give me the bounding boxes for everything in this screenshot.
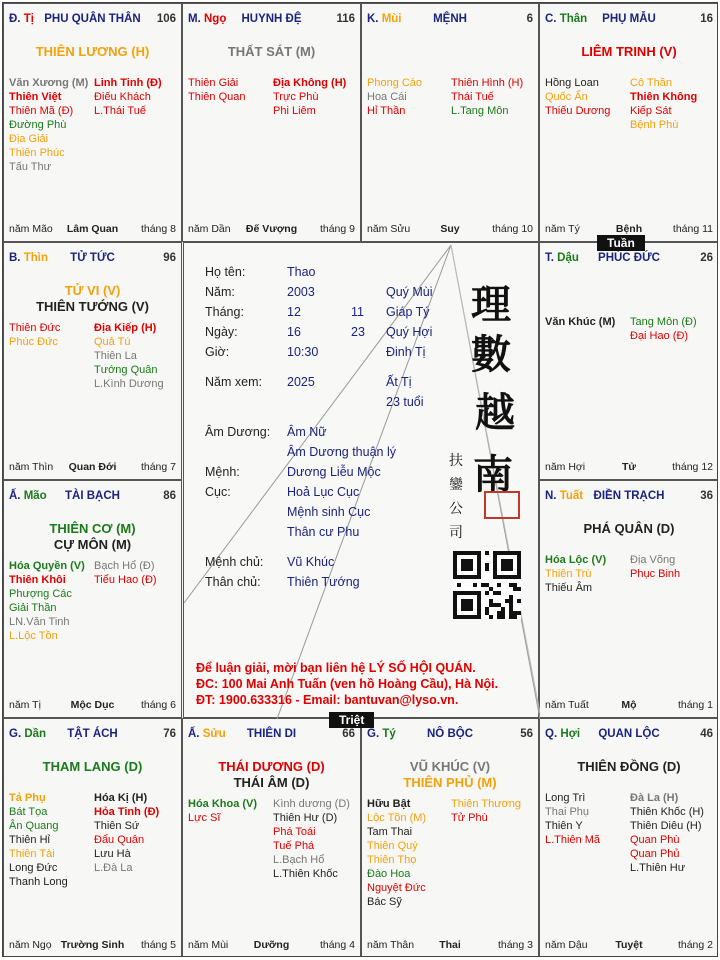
minor-star: Thiên Giải xyxy=(188,77,239,89)
star-column xyxy=(630,791,704,875)
palace-number: 86 xyxy=(163,490,176,502)
branch-prefix: Q. xyxy=(545,728,561,740)
logo-side-2: 鑾 xyxy=(449,477,463,493)
palace-cell[interactable] xyxy=(182,718,361,957)
palace-number: 36 xyxy=(700,490,713,502)
minor-star: Hữu Bật xyxy=(367,798,411,810)
palace-number: 16 xyxy=(700,13,713,25)
qr-code-icon[interactable] xyxy=(453,551,521,619)
minor-star: Địa Không (H) xyxy=(273,77,347,89)
year-value: 2003 xyxy=(287,285,315,299)
year-canchi: Quý Mùi xyxy=(386,285,433,299)
hour-canchi: Đinh Tị xyxy=(386,345,426,359)
minor-star: Tiểu Hao (Đ) xyxy=(94,574,157,586)
palace-cell[interactable] xyxy=(3,242,182,480)
palace-cell[interactable] xyxy=(539,242,718,480)
minor-star: Tướng Quân xyxy=(94,364,158,376)
star-column xyxy=(94,76,162,118)
cuc-label: Cục: xyxy=(205,485,231,499)
branch-name: Mão xyxy=(23,490,47,502)
branch-prefix: G. xyxy=(367,728,383,740)
logo-char-3: 越 xyxy=(475,389,515,436)
age-value: 23 tuổi xyxy=(386,395,424,409)
cell-footer xyxy=(545,939,713,953)
minor-star: Thiên Trù xyxy=(545,568,592,580)
minor-star: Nguyệt Đức xyxy=(367,882,426,894)
palace-name: PHÚC ĐỨC xyxy=(598,252,660,264)
branch-prefix: Ấ. xyxy=(9,490,24,502)
star-column xyxy=(545,791,600,847)
main-star: THẤT SÁT (M) xyxy=(227,44,316,59)
minor-star: Hóa Kị (H) xyxy=(94,792,148,804)
cell-year: năm Tị xyxy=(9,699,41,711)
branch-name: Thân xyxy=(559,13,588,25)
minor-star: Phi Liêm xyxy=(273,105,316,117)
than-chu-value: Thiên Tướng xyxy=(287,575,360,589)
branch-prefix: T. xyxy=(545,252,558,264)
star-column xyxy=(9,321,60,349)
minor-star: Thiên Không xyxy=(630,91,698,103)
star-column xyxy=(451,797,521,825)
minor-star: Địa Kiếp (H) xyxy=(94,322,157,334)
cell-year: năm Hợi xyxy=(545,461,586,473)
palace-name: TÀI BẠCH xyxy=(65,490,120,502)
hour-value: 10:30 xyxy=(287,345,319,359)
minor-star: Phục Binh xyxy=(630,568,681,580)
minor-star: Bệnh Phù xyxy=(630,119,679,131)
branch-name: Tý xyxy=(382,728,396,740)
cell-month: tháng 5 xyxy=(140,939,176,951)
menh-chu-label: Mệnh chủ: xyxy=(205,555,264,569)
cell-stage: Tuyệt xyxy=(615,939,643,951)
minor-star: Thiên Thương xyxy=(451,798,522,810)
minor-star: Tuế Phá xyxy=(273,840,315,852)
cell-month: tháng 3 xyxy=(497,939,533,951)
palace-number: 26 xyxy=(700,252,713,264)
minor-star: L.Tang Môn xyxy=(451,105,509,117)
cell-month: tháng 4 xyxy=(319,939,355,951)
branch-prefix: M. xyxy=(188,13,204,25)
palace-name: TỬ TỨC xyxy=(70,252,115,264)
main-star: THIÊN ĐỒNG (D) xyxy=(577,759,681,774)
cell-stage: Quan Đới xyxy=(68,461,117,473)
palace-number: 66 xyxy=(342,728,355,740)
minor-star: Thiên Diêu (H) xyxy=(630,820,702,832)
cell-footer xyxy=(188,939,355,953)
palace-number: 106 xyxy=(156,13,176,25)
minor-star: Thiên Quý xyxy=(367,840,418,852)
logo-char-1: 理 xyxy=(471,281,511,328)
logo-side-3: 公 xyxy=(449,501,463,517)
month-value: 12 xyxy=(287,305,301,319)
minor-star: Bát Tọa xyxy=(9,806,48,818)
minor-star: Phúc Đức xyxy=(9,336,58,348)
minor-star: Kình dương (D) xyxy=(273,798,350,810)
horoscope-board xyxy=(2,2,718,957)
palace-name: HUYNH ĐỆ xyxy=(241,13,302,25)
view-year-canchi: Ất Tị xyxy=(386,375,412,389)
minor-star: Quan Phù xyxy=(630,834,680,846)
logo-side-1: 扶 xyxy=(449,453,463,469)
main-star: LIÊM TRINH (V) xyxy=(581,44,677,59)
minor-star: Tấu Thư xyxy=(9,161,52,173)
main-star: THAM LANG (D) xyxy=(42,759,143,774)
cell-header xyxy=(9,728,176,744)
cuc-relation: Mệnh sinh Cục xyxy=(287,505,371,519)
star-column xyxy=(367,76,422,118)
minor-star: Đẩu Quân xyxy=(94,834,145,846)
cell-year: năm Mão xyxy=(9,223,53,235)
minor-star: Long Trì xyxy=(545,792,586,804)
logo-char-2: 數 xyxy=(471,331,511,378)
view-year-label: Năm xem: xyxy=(205,375,262,389)
day-value: 16 xyxy=(287,325,301,339)
minor-star: Thai Phụ xyxy=(545,806,590,818)
palace-name: THIÊN DI xyxy=(246,728,297,740)
palace-cell[interactable] xyxy=(3,3,182,242)
minor-star: Thiên Tài xyxy=(9,848,55,860)
minor-star: L.Đà La xyxy=(94,862,133,874)
cell-footer xyxy=(9,699,176,713)
day-label: Ngày: xyxy=(205,325,238,339)
minor-star: Lưu Hà xyxy=(94,848,131,860)
main-star: PHÁ QUÂN (D) xyxy=(583,521,675,536)
amduong-value: Âm Nữ xyxy=(287,425,327,439)
contact-line-1: Để luận giải, mời bạn liên hệ LÝ SỐ HỘI QUÁN. xyxy=(196,661,476,675)
branch-prefix: Ấ. xyxy=(188,728,203,740)
cell-month: tháng 6 xyxy=(140,699,176,711)
contact-line-2: ĐC: 100 Mai Anh Tuấn (ven hồ Hoàng Cầu), Hà Nội. xyxy=(196,677,499,691)
minor-star: Thiên Đức xyxy=(9,322,61,334)
minor-star: Hóa Quyền (V) xyxy=(9,560,85,572)
palace-cell[interactable] xyxy=(182,3,361,242)
cell-footer xyxy=(367,223,533,237)
minor-star: Địa Võng xyxy=(630,554,676,566)
minor-star: Linh Tinh (Đ) xyxy=(94,77,162,89)
cell-month: tháng 12 xyxy=(672,461,713,473)
cell-footer xyxy=(545,699,713,713)
palace-name: MỆNH xyxy=(433,13,467,25)
cell-stage: Đế Vượng xyxy=(245,223,298,235)
minor-star: Thiên Sứ xyxy=(94,820,140,832)
minor-star: Ân Quang xyxy=(9,820,59,832)
minor-star: L.Thái Tuế xyxy=(94,105,146,117)
palace-name: ĐIỀN TRẠCH xyxy=(593,490,665,502)
minor-star: Đường Phù xyxy=(9,119,67,131)
cell-header xyxy=(9,252,176,268)
minor-star: L.Thiên Khốc xyxy=(273,868,338,880)
year-label: Năm: xyxy=(205,285,235,299)
menh-chu-value: Vũ Khúc xyxy=(287,555,335,569)
cell-year: năm Tý xyxy=(545,223,580,235)
minor-star: Lộc Tồn (M) xyxy=(367,812,427,824)
cell-stage: Mộ xyxy=(621,699,637,711)
palace-number: 6 xyxy=(526,13,533,25)
cell-footer xyxy=(188,223,355,237)
month-label: Tháng: xyxy=(205,305,244,319)
palace-name: QUAN LỘC xyxy=(598,728,660,740)
cell-stage: Mộc Dục xyxy=(70,699,115,711)
menh-label: Mệnh: xyxy=(205,465,240,479)
palace-number: 46 xyxy=(700,728,713,740)
cell-header xyxy=(545,728,713,744)
minor-star: Quan Phủ xyxy=(630,848,680,860)
minor-star: Thiên Thọ xyxy=(367,854,417,866)
cell-month: tháng 10 xyxy=(492,223,533,235)
branch-prefix: N. xyxy=(545,490,560,502)
minor-star: Tam Thai xyxy=(367,826,413,838)
branch-prefix: C. xyxy=(545,13,560,25)
branch-prefix: Đ. xyxy=(9,13,24,25)
cell-header xyxy=(188,728,355,744)
palace-cell[interactable] xyxy=(539,718,718,957)
minor-star: Thiên Quan xyxy=(188,91,246,103)
minor-star: Thiên Việt xyxy=(9,91,62,103)
star-column xyxy=(451,76,523,118)
cell-footer xyxy=(9,461,176,475)
main-star: THIÊN PHỦ (M) xyxy=(403,775,497,790)
minor-star: Thiên Khôi xyxy=(9,574,66,586)
cell-month: tháng 9 xyxy=(319,223,355,235)
cell-footer xyxy=(367,939,533,953)
minor-star: L.Thiên Hư xyxy=(630,862,686,874)
minor-star: Thiên La xyxy=(94,350,137,362)
star-column xyxy=(188,76,245,104)
cell-month: tháng 8 xyxy=(140,223,176,235)
main-star: THIÊN LƯƠNG (H) xyxy=(35,44,150,59)
main-star: VŨ KHÚC (V) xyxy=(409,759,491,774)
minor-star: Hỏa Tinh (Đ) xyxy=(94,806,160,818)
cell-header xyxy=(9,13,176,29)
star-column xyxy=(630,76,697,132)
minor-star: Thiên Phúc xyxy=(9,147,65,159)
month-lunar: 11 xyxy=(351,305,364,319)
than-chu-label: Thân chủ: xyxy=(205,575,261,589)
minor-star: Cô Thần xyxy=(630,77,672,89)
minor-star: L.Lộc Tồn xyxy=(9,630,58,642)
cell-footer xyxy=(9,223,176,237)
main-star: TỬ VI (V) xyxy=(64,283,121,298)
minor-star: Phong Cáo xyxy=(367,77,423,89)
view-year-value: 2025 xyxy=(287,375,315,389)
minor-star: L.Kình Dương xyxy=(94,378,164,390)
main-star: CỰ MÔN (M) xyxy=(53,537,132,552)
minor-star: Hoa Cái xyxy=(367,91,407,103)
main-star: THIÊN TƯỚNG (V) xyxy=(36,299,149,314)
cell-header xyxy=(545,13,713,29)
star-column xyxy=(545,553,606,595)
palace-cell[interactable] xyxy=(361,718,539,957)
minor-star: Địa Giải xyxy=(9,133,49,145)
star-column xyxy=(630,315,697,343)
cell-month: tháng 11 xyxy=(672,223,713,235)
palace-number: 56 xyxy=(520,728,533,740)
minor-star: Văn Xương (M) xyxy=(9,77,89,89)
minor-star: L.Bạch Hổ xyxy=(273,854,325,866)
triet-tag: Triệt xyxy=(329,712,374,728)
minor-star: Đà La (H) xyxy=(630,792,679,804)
minor-star: Điếu Khách xyxy=(94,91,151,103)
minor-star: Thiếu Âm xyxy=(545,582,593,594)
cell-stage: Dưỡng xyxy=(253,939,290,951)
main-star: THÁI DƯƠNG (D) xyxy=(218,759,325,774)
minor-star: Đại Hao (Đ) xyxy=(630,330,689,342)
hour-label: Giờ: xyxy=(205,345,230,359)
minor-star: Văn Khúc (M) xyxy=(545,316,616,328)
star-column xyxy=(9,791,68,889)
minor-star: Lực Sĩ xyxy=(188,812,221,824)
cell-year: năm Dậu xyxy=(545,939,588,951)
contact-line-3: ĐT: 1900.633316 - Email: bantuvan@lyso.vn. xyxy=(196,693,459,707)
branch-name: Dần xyxy=(24,728,47,740)
branch-name: Tuất xyxy=(559,490,584,502)
minor-star: Đào Hoa xyxy=(367,868,411,880)
month-canchi: Giáp Tý xyxy=(386,305,430,319)
cell-month: tháng 1 xyxy=(677,699,713,711)
minor-star: LN.Văn Tinh xyxy=(9,616,70,628)
cell-year: năm Thìn xyxy=(9,461,54,473)
branch-name: Mùi xyxy=(381,13,402,25)
cell-year: năm Thân xyxy=(367,939,415,951)
branch-name: Sửu xyxy=(202,728,226,740)
red-seal-stamp xyxy=(484,491,520,519)
branch-name: Ngọ xyxy=(203,13,227,25)
cell-footer xyxy=(9,939,176,953)
cell-stage: Tử xyxy=(621,461,637,473)
palace-name: PHỤ MẪU xyxy=(602,13,656,25)
day-canchi: Quý Hợi xyxy=(386,325,433,339)
cell-footer xyxy=(545,461,713,475)
branch-prefix: B. xyxy=(9,252,24,264)
cell-header xyxy=(188,13,355,29)
minor-star: Tang Môn (Đ) xyxy=(630,316,697,328)
palace-name: TẬT ÁCH xyxy=(67,728,118,740)
minor-star: Hóa Khoa (V) xyxy=(188,798,258,810)
minor-star: Kiếp Sát xyxy=(630,105,672,117)
star-column xyxy=(273,76,346,118)
main-star: THIÊN CƠ (M) xyxy=(49,521,136,536)
cell-month: tháng 2 xyxy=(677,939,713,951)
branch-name: Hợi xyxy=(560,728,581,740)
star-column xyxy=(545,76,610,118)
branch-prefix: K. xyxy=(367,13,382,25)
cell-year: năm Ngọ xyxy=(9,939,52,951)
palace-cell[interactable] xyxy=(539,3,718,242)
minor-star: Trực Phù xyxy=(273,91,319,103)
logo-char-4: 南 xyxy=(473,451,513,498)
star-column xyxy=(630,553,680,581)
cell-stage: Bệnh xyxy=(615,223,643,235)
star-column xyxy=(545,315,615,329)
minor-star: Hỉ Thần xyxy=(367,105,406,117)
main-star: THÁI ÂM (D) xyxy=(233,775,310,790)
cell-year: năm Mùi xyxy=(188,939,229,951)
palace-name: NÔ BỘC xyxy=(427,728,473,740)
cell-header xyxy=(545,490,713,506)
minor-star: Phá Toái xyxy=(273,826,316,838)
cell-stage: Thai xyxy=(439,939,461,951)
day-lunar: 23 xyxy=(351,325,365,339)
palace-name: PHU QUÂN THÂN xyxy=(44,13,141,25)
palace-number: 116 xyxy=(336,13,355,25)
star-column xyxy=(9,559,85,643)
minor-star: Thiên Y xyxy=(545,820,583,832)
star-column xyxy=(367,797,426,909)
cuc-value: Hoả Lục Cục xyxy=(287,485,360,499)
cell-stage: Suy xyxy=(440,223,460,235)
palace-cell[interactable] xyxy=(3,718,182,957)
star-column xyxy=(94,791,159,875)
minor-star: Long Đức xyxy=(9,862,58,874)
palace-cell[interactable] xyxy=(539,480,718,718)
name-value: Thao xyxy=(287,265,316,279)
minor-star: Thanh Long xyxy=(9,876,68,888)
minor-star: Tả Phụ xyxy=(9,792,46,804)
star-column xyxy=(94,321,164,391)
minor-star: Hóa Lộc (V) xyxy=(545,554,607,566)
minor-star: Thiên Mã (Đ) xyxy=(9,105,74,117)
branch-prefix: G. xyxy=(9,728,25,740)
cell-header xyxy=(545,252,713,268)
palace-number: 76 xyxy=(163,728,176,740)
star-column xyxy=(94,559,157,587)
minor-star: Thái Tuế xyxy=(451,91,494,103)
than-cu: Thân cư Phu xyxy=(287,525,360,539)
star-column xyxy=(273,797,350,881)
cell-header xyxy=(367,728,533,744)
minor-star: Tử Phù xyxy=(451,812,488,824)
cell-year: năm Tuất xyxy=(545,699,589,711)
cell-stage: Trường Sinh xyxy=(60,939,125,951)
minor-star: Quốc Ấn xyxy=(545,91,588,103)
cell-header xyxy=(9,490,176,506)
branch-name: Dậu xyxy=(557,252,579,264)
cell-month: tháng 7 xyxy=(140,461,176,473)
palace-number: 96 xyxy=(163,252,176,264)
amduong-label: Âm Dương: xyxy=(205,425,271,439)
branch-name: Tị xyxy=(23,13,34,25)
minor-star: Phượng Các xyxy=(9,588,72,600)
minor-star: Thiên Khốc (H) xyxy=(630,806,704,818)
palace-cell[interactable] xyxy=(3,480,182,718)
minor-star: Hồng Loan xyxy=(545,77,599,89)
minor-star: Thiên Hỉ xyxy=(9,834,50,846)
minor-star: Thiên Hư (D) xyxy=(273,812,338,824)
palace-cell[interactable] xyxy=(361,3,539,242)
amduong-relation: Âm Dương thuận lý xyxy=(287,445,396,459)
star-column xyxy=(188,797,257,825)
minor-star: Bác Sỹ xyxy=(367,896,402,908)
branch-name: Thìn xyxy=(23,252,48,264)
cell-stage: Lâm Quan xyxy=(66,223,119,235)
minor-star: Giải Thần xyxy=(9,602,57,614)
minor-star: L.Thiên Mã xyxy=(545,834,601,846)
star-column xyxy=(9,76,88,174)
minor-star: Thiếu Dương xyxy=(545,105,611,117)
cell-year: năm Sửu xyxy=(367,223,411,235)
name-label: Họ tên: xyxy=(205,265,246,279)
minor-star: Thiên Hình (H) xyxy=(451,77,524,89)
menh-value: Dương Liễu Mộc xyxy=(287,465,381,479)
minor-star: Quả Tú xyxy=(94,336,131,348)
tuan-tag: Tuần xyxy=(597,235,645,251)
cell-header xyxy=(367,13,533,29)
cell-year: năm Dần xyxy=(188,223,231,235)
minor-star: Bạch Hổ (Đ) xyxy=(94,560,155,572)
logo-side-4: 司 xyxy=(449,525,463,541)
